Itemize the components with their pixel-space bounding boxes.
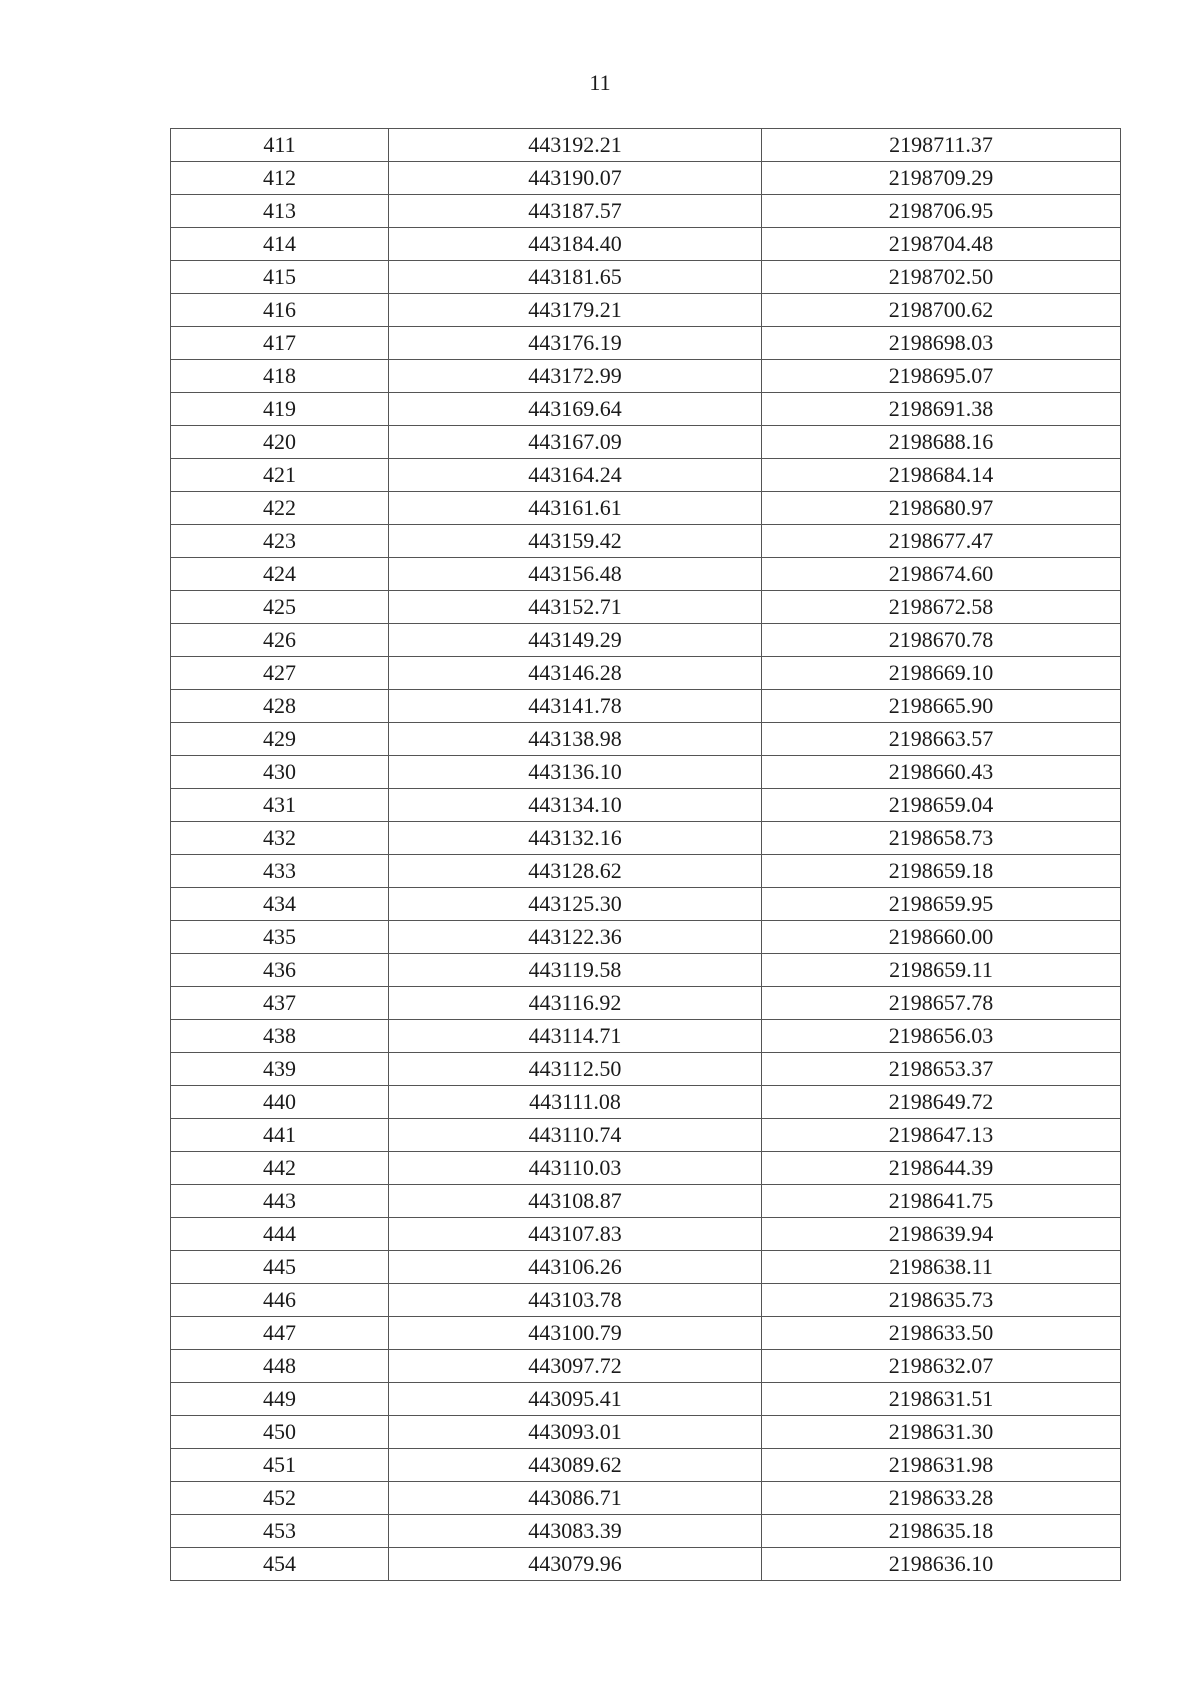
point-number-cell: 414: [171, 228, 389, 261]
table-row: [171, 690, 1121, 723]
y-coordinate-cell: 2198660.43: [762, 756, 1121, 789]
y-coordinate-cell: 2198659.18: [762, 855, 1121, 888]
point-number-cell: 443: [171, 1185, 389, 1218]
x-coordinate-cell: 443100.79: [389, 1317, 762, 1350]
x-coordinate-cell: 443106.26: [389, 1251, 762, 1284]
y-coordinate-cell: 2198659.95: [762, 888, 1121, 921]
table-row: [171, 1515, 1121, 1548]
x-coordinate-cell: 443181.65: [389, 261, 762, 294]
x-coordinate-cell: 443159.42: [389, 525, 762, 558]
table-row: [171, 855, 1121, 888]
point-number-cell: 431: [171, 789, 389, 822]
y-coordinate-cell: 2198653.37: [762, 1053, 1121, 1086]
point-number-cell: 453: [171, 1515, 389, 1548]
x-coordinate-cell: 443110.74: [389, 1119, 762, 1152]
table-row: [171, 1284, 1121, 1317]
point-number-cell: 430: [171, 756, 389, 789]
y-coordinate-cell: 2198639.94: [762, 1218, 1121, 1251]
x-coordinate-cell: 443103.78: [389, 1284, 762, 1317]
table-row: [171, 162, 1121, 195]
x-coordinate-cell: 443107.83: [389, 1218, 762, 1251]
x-coordinate-cell: 443176.19: [389, 327, 762, 360]
table-row: [171, 228, 1121, 261]
table-row: [171, 888, 1121, 921]
point-number-cell: 425: [171, 591, 389, 624]
point-number-cell: 427: [171, 657, 389, 690]
y-coordinate-cell: 2198633.28: [762, 1482, 1121, 1515]
table-row: [171, 987, 1121, 1020]
point-number-cell: 418: [171, 360, 389, 393]
table-row: [171, 591, 1121, 624]
y-coordinate-cell: 2198663.57: [762, 723, 1121, 756]
x-coordinate-cell: 443187.57: [389, 195, 762, 228]
table-row: [171, 657, 1121, 690]
table-row: [171, 1383, 1121, 1416]
point-number-cell: 428: [171, 690, 389, 723]
point-number-cell: 441: [171, 1119, 389, 1152]
point-number-cell: 452: [171, 1482, 389, 1515]
x-coordinate-cell: 443167.09: [389, 426, 762, 459]
y-coordinate-cell: 2198660.00: [762, 921, 1121, 954]
table-row: [171, 1449, 1121, 1482]
point-number-cell: 426: [171, 624, 389, 657]
y-coordinate-cell: 2198672.58: [762, 591, 1121, 624]
table-row: [171, 789, 1121, 822]
point-number-cell: 440: [171, 1086, 389, 1119]
x-coordinate-cell: 443116.92: [389, 987, 762, 1020]
point-number-cell: 434: [171, 888, 389, 921]
table-row: [171, 558, 1121, 591]
point-number-cell: 447: [171, 1317, 389, 1350]
point-number-cell: 422: [171, 492, 389, 525]
table-row: [171, 261, 1121, 294]
x-coordinate-cell: 443093.01: [389, 1416, 762, 1449]
table-row: [171, 1317, 1121, 1350]
y-coordinate-cell: 2198691.38: [762, 393, 1121, 426]
point-number-cell: 451: [171, 1449, 389, 1482]
y-coordinate-cell: 2198704.48: [762, 228, 1121, 261]
table-row: [171, 1152, 1121, 1185]
point-number-cell: 419: [171, 393, 389, 426]
table-row: [171, 360, 1121, 393]
x-coordinate-cell: 443149.29: [389, 624, 762, 657]
table-row: [171, 954, 1121, 987]
y-coordinate-cell: 2198669.10: [762, 657, 1121, 690]
y-coordinate-cell: 2198670.78: [762, 624, 1121, 657]
point-number-cell: 411: [171, 129, 389, 162]
coordinate-table: [170, 128, 1121, 1581]
point-number-cell: 429: [171, 723, 389, 756]
point-number-cell: 454: [171, 1548, 389, 1581]
table-row: [171, 525, 1121, 558]
x-coordinate-cell: 443141.78: [389, 690, 762, 723]
y-coordinate-cell: 2198644.39: [762, 1152, 1121, 1185]
x-coordinate-cell: 443184.40: [389, 228, 762, 261]
point-number-cell: 450: [171, 1416, 389, 1449]
table-row: [171, 723, 1121, 756]
point-number-cell: 444: [171, 1218, 389, 1251]
point-number-cell: 417: [171, 327, 389, 360]
y-coordinate-cell: 2198656.03: [762, 1020, 1121, 1053]
point-number-cell: 436: [171, 954, 389, 987]
x-coordinate-cell: 443110.03: [389, 1152, 762, 1185]
y-coordinate-cell: 2198658.73: [762, 822, 1121, 855]
table-row: [171, 1119, 1121, 1152]
y-coordinate-cell: 2198674.60: [762, 558, 1121, 591]
y-coordinate-cell: 2198688.16: [762, 426, 1121, 459]
point-number-cell: 432: [171, 822, 389, 855]
y-coordinate-cell: 2198635.73: [762, 1284, 1121, 1317]
table-row: [171, 1416, 1121, 1449]
table-row: [171, 624, 1121, 657]
y-coordinate-cell: 2198633.50: [762, 1317, 1121, 1350]
point-number-cell: 442: [171, 1152, 389, 1185]
table-row: [171, 822, 1121, 855]
point-number-cell: 445: [171, 1251, 389, 1284]
y-coordinate-cell: 2198698.03: [762, 327, 1121, 360]
point-number-cell: 437: [171, 987, 389, 1020]
table-row: [171, 1086, 1121, 1119]
y-coordinate-cell: 2198641.75: [762, 1185, 1121, 1218]
page-number: 11: [589, 70, 611, 95]
point-number-cell: 446: [171, 1284, 389, 1317]
y-coordinate-cell: 2198632.07: [762, 1350, 1121, 1383]
y-coordinate-cell: 2198677.47: [762, 525, 1121, 558]
x-coordinate-cell: 443146.28: [389, 657, 762, 690]
y-coordinate-cell: 2198635.18: [762, 1515, 1121, 1548]
table-row: [171, 921, 1121, 954]
table-row: [171, 294, 1121, 327]
y-coordinate-cell: 2198709.29: [762, 162, 1121, 195]
y-coordinate-cell: 2198631.98: [762, 1449, 1121, 1482]
x-coordinate-cell: 443161.61: [389, 492, 762, 525]
x-coordinate-cell: 443083.39: [389, 1515, 762, 1548]
y-coordinate-cell: 2198659.04: [762, 789, 1121, 822]
x-coordinate-cell: 443190.07: [389, 162, 762, 195]
x-coordinate-cell: 443152.71: [389, 591, 762, 624]
x-coordinate-cell: 443122.36: [389, 921, 762, 954]
x-coordinate-cell: 443114.71: [389, 1020, 762, 1053]
x-coordinate-cell: 443136.10: [389, 756, 762, 789]
table-row: [171, 1548, 1121, 1581]
table-row: [171, 426, 1121, 459]
y-coordinate-cell: 2198649.72: [762, 1086, 1121, 1119]
y-coordinate-cell: 2198695.07: [762, 360, 1121, 393]
x-coordinate-cell: 443172.99: [389, 360, 762, 393]
table-row: [171, 195, 1121, 228]
y-coordinate-cell: 2198638.11: [762, 1251, 1121, 1284]
x-coordinate-cell: 443089.62: [389, 1449, 762, 1482]
x-coordinate-cell: 443179.21: [389, 294, 762, 327]
y-coordinate-cell: 2198657.78: [762, 987, 1121, 1020]
x-coordinate-cell: 443156.48: [389, 558, 762, 591]
coordinate-table-body: [171, 129, 1121, 1581]
point-number-cell: 415: [171, 261, 389, 294]
x-coordinate-cell: 443164.24: [389, 459, 762, 492]
x-coordinate-cell: 443097.72: [389, 1350, 762, 1383]
point-number-cell: 433: [171, 855, 389, 888]
point-number-cell: 421: [171, 459, 389, 492]
x-coordinate-cell: 443125.30: [389, 888, 762, 921]
y-coordinate-cell: 2198680.97: [762, 492, 1121, 525]
x-coordinate-cell: 443086.71: [389, 1482, 762, 1515]
x-coordinate-cell: 443112.50: [389, 1053, 762, 1086]
y-coordinate-cell: 2198659.11: [762, 954, 1121, 987]
x-coordinate-cell: 443169.64: [389, 393, 762, 426]
x-coordinate-cell: 443192.21: [389, 129, 762, 162]
table-row: [171, 459, 1121, 492]
point-number-cell: 438: [171, 1020, 389, 1053]
point-number-cell: 435: [171, 921, 389, 954]
y-coordinate-cell: 2198684.14: [762, 459, 1121, 492]
table-row: [171, 1350, 1121, 1383]
table-row: [171, 1218, 1121, 1251]
y-coordinate-cell: 2198702.50: [762, 261, 1121, 294]
table-row: [171, 1053, 1121, 1086]
x-coordinate-cell: 443079.96: [389, 1548, 762, 1581]
point-number-cell: 439: [171, 1053, 389, 1086]
table-row: [171, 327, 1121, 360]
table-row: [171, 393, 1121, 426]
point-number-cell: 413: [171, 195, 389, 228]
point-number-cell: 416: [171, 294, 389, 327]
y-coordinate-cell: 2198647.13: [762, 1119, 1121, 1152]
x-coordinate-cell: 443095.41: [389, 1383, 762, 1416]
x-coordinate-cell: 443132.16: [389, 822, 762, 855]
table-row: [171, 1185, 1121, 1218]
x-coordinate-cell: 443138.98: [389, 723, 762, 756]
x-coordinate-cell: 443128.62: [389, 855, 762, 888]
point-number-cell: 420: [171, 426, 389, 459]
x-coordinate-cell: 443119.58: [389, 954, 762, 987]
y-coordinate-cell: 2198665.90: [762, 690, 1121, 723]
point-number-cell: 412: [171, 162, 389, 195]
point-number-cell: 423: [171, 525, 389, 558]
x-coordinate-cell: 443111.08: [389, 1086, 762, 1119]
y-coordinate-cell: 2198700.62: [762, 294, 1121, 327]
table-row: [171, 492, 1121, 525]
table-row: [171, 1482, 1121, 1515]
y-coordinate-cell: 2198631.51: [762, 1383, 1121, 1416]
table-row: [171, 129, 1121, 162]
table-row: [171, 1020, 1121, 1053]
table-row: [171, 756, 1121, 789]
x-coordinate-cell: 443134.10: [389, 789, 762, 822]
point-number-cell: 424: [171, 558, 389, 591]
point-number-cell: 448: [171, 1350, 389, 1383]
y-coordinate-cell: 2198706.95: [762, 195, 1121, 228]
table-row: [171, 1251, 1121, 1284]
y-coordinate-cell: 2198631.30: [762, 1416, 1121, 1449]
point-number-cell: 449: [171, 1383, 389, 1416]
y-coordinate-cell: 2198711.37: [762, 129, 1121, 162]
y-coordinate-cell: 2198636.10: [762, 1548, 1121, 1581]
x-coordinate-cell: 443108.87: [389, 1185, 762, 1218]
